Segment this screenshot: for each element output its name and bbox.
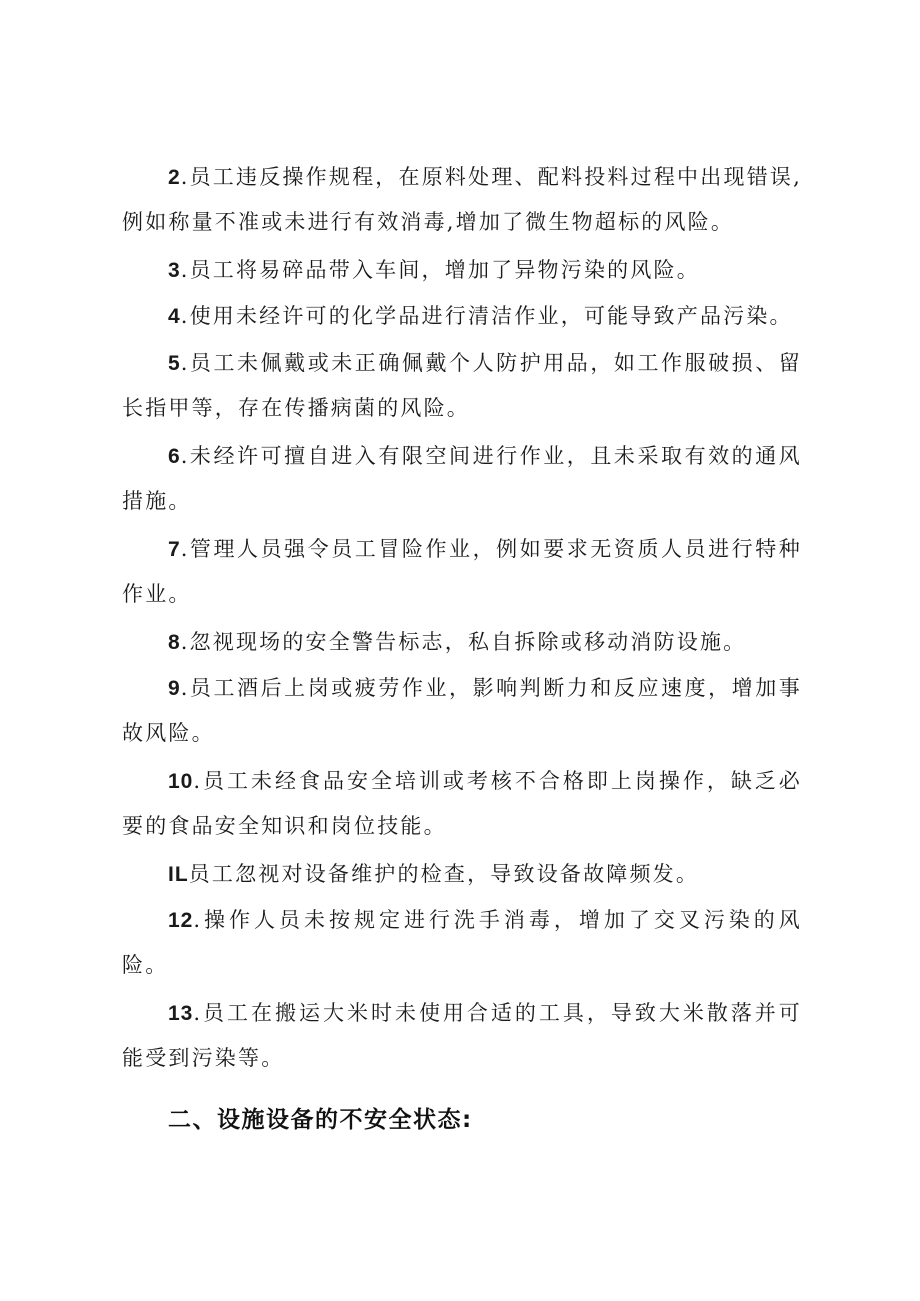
- item-number: 3: [168, 259, 181, 282]
- list-item-6: [122, 434, 802, 524]
- item-number: 2: [168, 166, 181, 189]
- item-text: .员工酒后上岗或疲劳作业，影响判断力和反应速度，增加事故风险。: [122, 676, 802, 745]
- item-number: 7: [168, 538, 181, 561]
- list-item-7: [122, 527, 802, 617]
- list-item-12: [122, 898, 802, 988]
- item-number: 13: [168, 1002, 194, 1025]
- item-number: 5: [168, 352, 181, 375]
- list-item-8: [122, 620, 802, 665]
- item-number: 9: [168, 677, 181, 700]
- list-item-5: [122, 341, 802, 431]
- item-text: .操作人员未按规定进行洗手消毒，增加了交叉污染的风险。: [122, 908, 802, 977]
- section-heading: 二、设施设备的不安全状态:: [168, 1107, 473, 1133]
- item-text: .员工违反操作规程，在原料处理、配料投料过程中出现错误,例如称量不准或未进行有效消毒,增加了微生物超标的风险。: [122, 165, 802, 234]
- list-item-9: [122, 666, 802, 756]
- item-text: .未经许可擅自进入有限空间进行作业，且未采取有效的通风措施。: [122, 444, 802, 513]
- list-item-10: [122, 759, 802, 849]
- item-text: .管理人员强令员工冒险作业，例如要求无资质人员进行特种作业。: [122, 537, 802, 606]
- item-number: 4: [168, 305, 181, 328]
- item-text: .忽视现场的安全警告标志，私自拆除或移动消防设施。: [180, 630, 747, 654]
- list-item-13: [122, 991, 802, 1081]
- list-item-4: [122, 294, 802, 339]
- list-item-3: [122, 248, 802, 293]
- item-text: .员工未经食品安全培训或考核不合格即上岗操作，缺乏必要的食品安全知识和岗位技能。: [122, 769, 802, 838]
- item-number: 8: [168, 631, 181, 654]
- item-number: 12: [168, 909, 194, 932]
- item-text: .使用未经许可的化学品进行清洁作业，可能导致产品污染。: [180, 304, 793, 328]
- item-number: IL: [168, 863, 189, 886]
- item-text: 员工忽视对设备维护的检查，导致设备故障频发。: [188, 862, 700, 886]
- item-number: 6: [168, 445, 181, 468]
- list-item-2: [122, 155, 802, 245]
- item-text: .员工在搬运大米时未使用合适的工具，导致大米散落并可能受到污染等。: [122, 1001, 802, 1070]
- list-item-11: [122, 852, 802, 897]
- item-number: 10: [168, 770, 194, 793]
- item-text: .员工未佩戴或未正确佩戴个人防护用品，如工作服破损、留长指甲等，存在传播病菌的风险。: [122, 351, 802, 420]
- item-text: .员工将易碎品带入车间，增加了异物污染的风险。: [180, 258, 700, 282]
